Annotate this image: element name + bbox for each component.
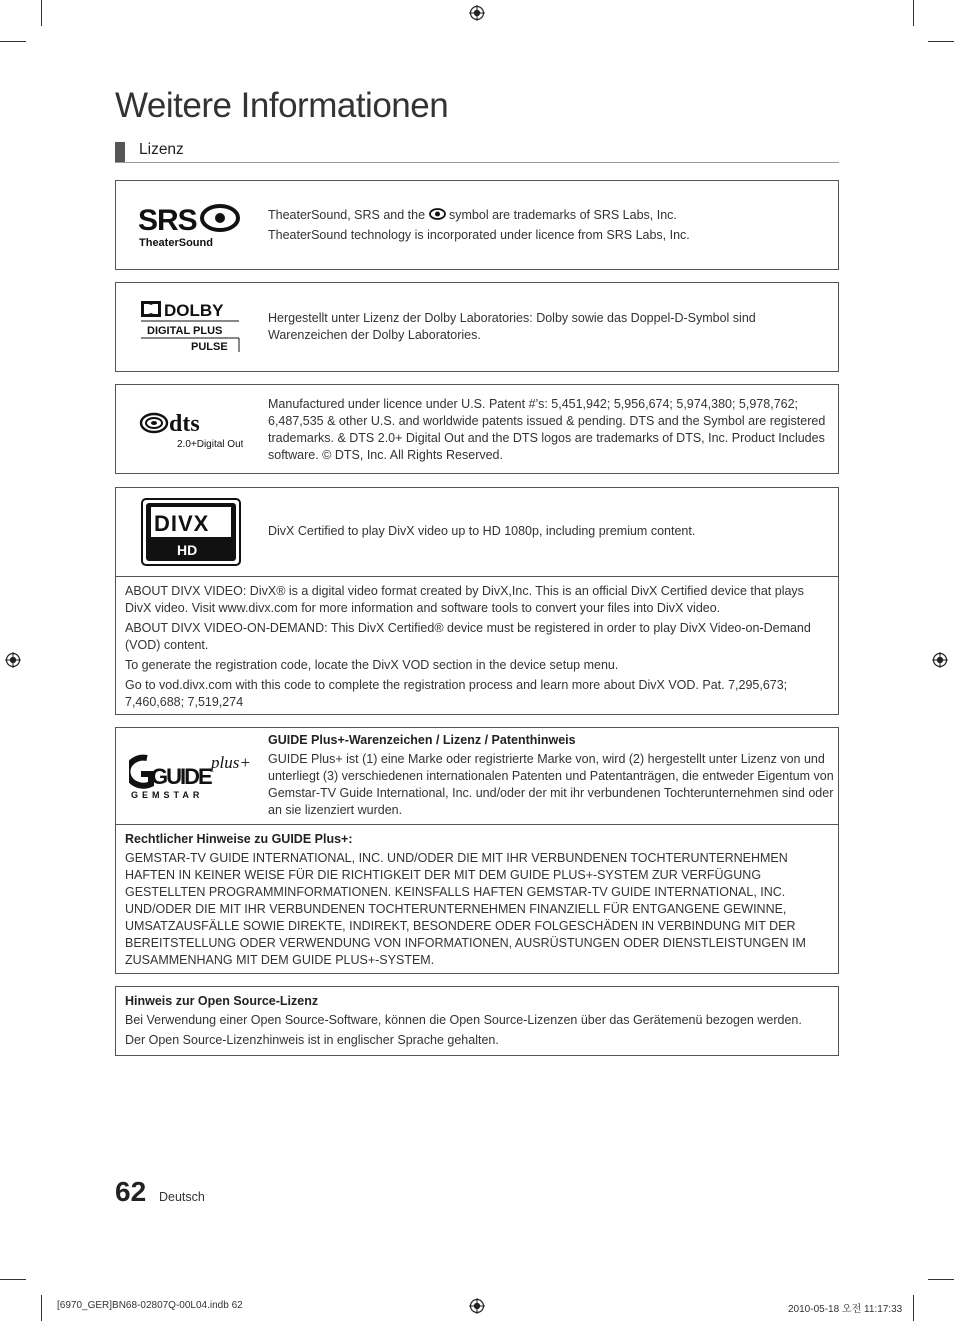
srs-line-2: TheaterSound technology is incorporated under licence from SRS Labs, Inc.: [268, 228, 690, 242]
srs-line-1-start: TheaterSound, SRS and the: [268, 208, 429, 222]
guide-plus-logo: [116, 728, 266, 824]
open-source-line-1: Bei Verwendung einer Open Source-Software, können die Open Source-Lizenzen über das Gerätemenü bezogen werden.: [125, 1013, 802, 1027]
license-box-open-source: [115, 986, 839, 1056]
license-box-dts: [115, 384, 839, 474]
crop-mark: [41, 1295, 42, 1321]
guide-logo-text: GUIDE: [151, 764, 211, 789]
print-slug-date: 2010-05-18 오전 11:17:33: [788, 1304, 903, 1315]
registration-mark-icon: [469, 1298, 485, 1314]
crop-mark: [913, 1295, 914, 1321]
guide-logo-subtext: GEMSTAR: [131, 790, 204, 800]
divx-paragraph: ABOUT DIVX VIDEO-ON-DEMAND: This DivX Certified® device must be registered in order to play DivX Video-on-Demand (VOD) content.: [125, 621, 811, 652]
section-title: Lizenz: [139, 141, 184, 158]
srs-logo-text: SRS: [138, 204, 197, 237]
license-box-divx: [115, 487, 839, 715]
open-source-heading: Hinweis zur Open Source-Lizenz: [125, 994, 319, 1008]
crop-mark: [928, 41, 954, 42]
srs-line-1-end: symbol are trademarks of SRS Labs, Inc.: [445, 208, 677, 222]
crop-mark: [0, 41, 26, 42]
guide-text: GUIDE Plus+ ist (1) eine Marke oder registrierte Marke von, wird (2) hergestellt unter Lizenz von und unterliegt (3) verschiedenen internationalen Patenten und Patentanträgen, die entweder Eigentum von Gemstar-TV Guide International, Inc. und/oder der mit ihr verbundenen Tochterunternehmen sind oder an sie lizenziert wurden.: [268, 752, 834, 817]
crop-mark: [913, 0, 914, 26]
registration-mark-icon: [5, 652, 21, 668]
divx-paragraph: ABOUT DIVX VIDEO: DivX® is a digital video format created by DivX,Inc. This is an official DivX Certified device that plays DivX video. Visit www.divx.com for more information and software tools to convert your files into DivX video.: [125, 584, 804, 615]
license-box-srs: [115, 180, 839, 270]
license-box-dolby: [115, 282, 839, 372]
divx-text: DivX Certified to play DivX video up to HD 1080p, including premium content.: [268, 524, 696, 538]
crop-mark: [0, 1279, 26, 1280]
dolby-text: Hergestellt unter Lizenz der Dolby Laboratories: Dolby sowie das Doppel-D-Symbol sind Warenzeichen der Dolby Laboratories.: [268, 311, 756, 342]
srs-logo: [116, 181, 266, 269]
srs-eye-icon: [429, 208, 446, 220]
dts-logo-subtext: 2.0+Digital Out: [177, 439, 243, 450]
divx-logo-subtext: HD: [177, 542, 198, 558]
dts-logo-text: dts: [169, 411, 200, 437]
guide-heading: GUIDE Plus+-Warenzeichen / Lizenz / Patenthinweis: [268, 733, 576, 747]
divx-logo: [116, 488, 266, 576]
dolby-logo-subtext-1: DIGITAL PLUS: [147, 325, 223, 337]
dts-logo: [116, 385, 266, 473]
registration-mark-icon: [469, 5, 485, 21]
section-divider: [115, 162, 839, 163]
guide-legal-text: GEMSTAR-TV GUIDE INTERNATIONAL, INC. UND/ODER DIE MIT IHR VERBUNDENEN TOCHTERUNTERNEHMEN HAFTEN IN KEINER WEISE FÜR DIE RICHTIGKEIT DER MIT DEM GUIDE PLUS+-SYSTEM ZUR VERFÜGUNG GESTELLTEN PROGRAMMINFORMATIONEN. KEINSFALLS HAFTEN GEMSTAR-TV GUIDE INTERNATIONAL, INC. UND/ODER DIE MIT IHR VERBUNDENEN TOCHTERUNTERNEHMEN FINANZIELL FÜR ENTGANGENE GEWINNE, UMSATZAUSFÄLLE SOWIE DIREKTE, INDIREKT, BESONDERE ODER FOLGESCHÄDEN IN VERBINDUNG MIT DER BEREITSTELLUNG ODER VERWENDUNG VON INFORMATIONEN, AUSRÜSTUNGEN ODER DIENSTLEISTUNGEN IM ZUSAMMENHANG MIT DEM GUIDE PLUS+-SYSTEM.: [125, 851, 806, 967]
registration-mark-icon: [932, 652, 948, 668]
crop-mark: [41, 0, 42, 26]
guide-logo-plus: plus+: [211, 753, 251, 772]
guide-legal-heading: Rechtlicher Hinweise zu GUIDE Plus+:: [125, 832, 353, 846]
dolby-logo-text: DOLBY: [164, 301, 224, 320]
dts-text: Manufactured under licence under U.S. Patent #’s: 5,451,942; 5,956,674; 5,974,380; 5,978,762; 6,487,535 & other U.S. and worldwide patents issued & pending. DTS and the Symbol are registered trademarks. & DTS 2.0+ Digital Out and the DTS logos are trademarks of DTS, Inc. Product Includes software. © DTS, Inc. All Rights Reserved.: [268, 397, 826, 462]
license-box-guide-plus: [115, 727, 839, 974]
dolby-logo: [116, 283, 266, 371]
srs-logo-subtext: TheaterSound: [139, 237, 213, 249]
divx-paragraph: To generate the registration code, locate the DivX VOD section in the device setup menu.: [125, 658, 619, 672]
open-source-line-2: Der Open Source-Lizenzhinweis ist in englischer Sprache gehalten.: [125, 1033, 499, 1047]
divx-paragraph: Go to vod.divx.com with this code to complete the registration process and learn more about DivX VOD. Pat. 7,295,673; 7,460,688; 7,519,274: [125, 678, 788, 709]
page-number: 62: [115, 1176, 147, 1207]
crop-mark: [928, 1279, 954, 1280]
print-slug-file: [6970_GER]BN68-02807Q-00L04.indb 62: [57, 1300, 243, 1311]
dolby-logo-subtext-2: PULSE: [191, 341, 228, 353]
page-title: Weitere Informationen: [115, 86, 449, 125]
page-language: Deutsch: [159, 1190, 205, 1204]
section-marker: [115, 142, 125, 162]
divx-logo-text: DIVX: [154, 511, 210, 536]
